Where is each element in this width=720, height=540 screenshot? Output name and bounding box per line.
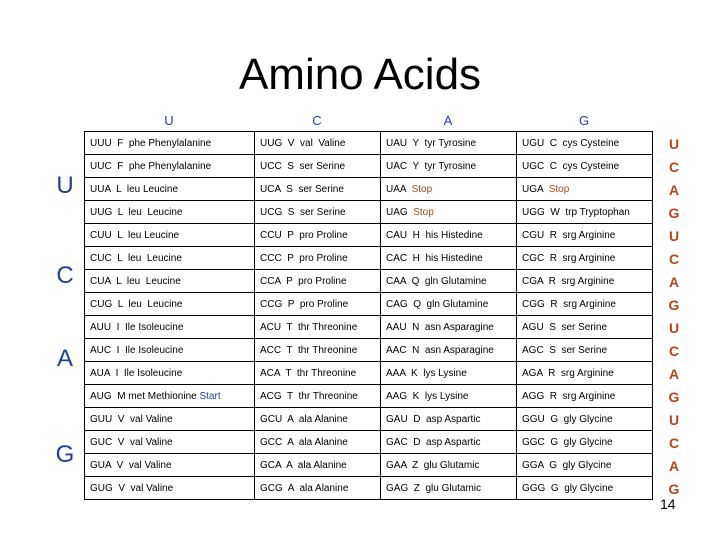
codon-cell: UUA L leu Leucine (85, 178, 255, 201)
stop-label: Stop (548, 183, 570, 195)
codon-cell: GAU D asp Aspartic (381, 408, 517, 431)
codon-cell: CUA L leu Leucine (85, 270, 255, 293)
third-base-label: U (668, 412, 680, 428)
codon-cell: GUU V val Valine (85, 408, 255, 431)
codon-cell: GGU G gly Glycine (517, 408, 653, 431)
codon-cell: GAC D asp Aspartic (381, 431, 517, 454)
codon-cell: AGA R srg Arginine (517, 362, 653, 385)
codon-cell: ACG T thr Threonine (255, 385, 381, 408)
codon-cell: UAG Stop (381, 201, 517, 224)
codon-cell: AAA K lys Lysine (381, 362, 517, 385)
codon-cell: GGA G gly Glycine (517, 454, 653, 477)
third-base-label: A (668, 458, 680, 474)
codon-cell: AUG M met Methionine Start (85, 385, 255, 408)
table-row (85, 385, 653, 408)
third-base-label: U (668, 320, 680, 336)
third-base-label: G (668, 205, 680, 221)
third-base-label: C (668, 251, 680, 267)
table-row (85, 477, 653, 500)
table-row (85, 270, 653, 293)
codon-cell: AGC S ser Serine (517, 339, 653, 362)
table-row (85, 362, 653, 385)
codon-cell: UUG L leu Leucine (85, 201, 255, 224)
third-base-label: G (668, 389, 680, 405)
first-base-label-g: G (55, 441, 75, 468)
codon-cell: CGG R srg Arginine (517, 293, 653, 316)
third-base-label: A (668, 274, 680, 290)
page-title: Amino Acids (238, 50, 482, 99)
third-base-label: U (668, 136, 680, 152)
codon-cell: UAA Stop (381, 178, 517, 201)
codon-cell: UCG S ser Serine (255, 201, 381, 224)
codon-cell: UCC S ser Serine (255, 155, 381, 178)
table-row (85, 132, 653, 155)
codon-cell: GGC G gly Glycine (517, 431, 653, 454)
codon-cell: GUC V val Valine (85, 431, 255, 454)
table-row (85, 316, 653, 339)
codon-cell: UGC C cys Cysteine (517, 155, 653, 178)
codon-cell: CGU R srg Arginine (517, 224, 653, 247)
codon-cell: CAU H his Histedine (381, 224, 517, 247)
codon-cell: CCA P pro Proline (255, 270, 381, 293)
codon-cell: AGU S ser Serine (517, 316, 653, 339)
codon-cell: CAG Q gln Glutamine (381, 293, 517, 316)
codon-cell: AUU I Ile Isoleucine (85, 316, 255, 339)
codon-cell: CCG P pro Proline (255, 293, 381, 316)
first-base-label-a: A (56, 345, 73, 372)
codon-cell: AAG K lys Lysine (381, 385, 517, 408)
codon-cell: UAC Y tyr Tyrosine (381, 155, 517, 178)
third-base-label: A (668, 366, 680, 382)
page-number: 14 (660, 496, 676, 512)
codon-cell: ACA T thr Threonine (255, 362, 381, 385)
codon-cell: CAA Q gln Glutamine (381, 270, 517, 293)
codon-cell: UUC F phe Phenylalanine (85, 155, 255, 178)
codon-cell: CCU P pro Proline (255, 224, 381, 247)
first-base-label-u: U (56, 172, 74, 199)
third-base-label: U (668, 228, 680, 244)
codon-cell: ACC T thr Threonine (255, 339, 381, 362)
codon-cell: AGG R srg Arginine (517, 385, 653, 408)
codon-cell: UCA S ser Serine (255, 178, 381, 201)
codon-cell: CGA R srg Arginine (517, 270, 653, 293)
third-base-label: G (668, 481, 680, 497)
codon-cell: GAA Z glu Glutamic (381, 454, 517, 477)
codon-cell: UUU F phe Phenylalanine (85, 132, 255, 155)
codon-cell: GAG Z glu Glutamic (381, 477, 517, 500)
third-base-label: A (668, 182, 680, 198)
stop-label: Stop (413, 206, 434, 218)
codon-cell: UGA Stop (517, 178, 653, 201)
codon-cell: ACU T thr Threonine (255, 316, 381, 339)
codon-cell: AAU N asn Asparagine (381, 316, 517, 339)
table-row (85, 247, 653, 270)
third-base-label: C (668, 159, 680, 175)
codon-cell: CUC L leu Leucine (85, 247, 255, 270)
codon-cell: CGC R srg Arginine (517, 247, 653, 270)
codon-cell: GCC A ala Alanine (255, 431, 381, 454)
table-row (85, 293, 653, 316)
table-row (85, 339, 653, 362)
codon-cell: CAC H his Histedine (381, 247, 517, 270)
third-base-label: G (668, 297, 680, 313)
first-base-label-c: C (56, 262, 74, 289)
table-row (85, 408, 653, 431)
codon-cell: AAC N asn Asparagine (381, 339, 517, 362)
codon-cell: AUA I Ile Isoleucine (85, 362, 255, 385)
codon-cell: CUG L leu Leucine (85, 293, 255, 316)
codon-cell: GCA A ala Alanine (255, 454, 381, 477)
codon-cell: UGU C cys Cysteine (517, 132, 653, 155)
codon-table (84, 131, 653, 500)
codon-cell: GUG V val Valine (85, 477, 255, 500)
codon-cell: UUG V val Valine (255, 132, 381, 155)
codon-table-body (85, 132, 653, 500)
table-row (85, 201, 653, 224)
start-label: Start (199, 390, 221, 402)
table-row (85, 431, 653, 454)
codon-cell: GUA V val Valine (85, 454, 255, 477)
codon-cell: GCG A ala Alanine (255, 477, 381, 500)
table-row (85, 178, 653, 201)
table-row (85, 155, 653, 178)
stop-label: Stop (411, 183, 433, 195)
second-base-header-g: G (578, 113, 590, 128)
third-base-label: C (668, 435, 680, 451)
codon-cell: GCU A ala Alanine (255, 408, 381, 431)
table-row (85, 454, 653, 477)
second-base-header-u: U (164, 113, 174, 128)
codon-cell: AUC I Ile Isoleucine (85, 339, 255, 362)
codon-cell: UAU Y tyr Tyrosine (381, 132, 517, 155)
codon-cell: CUU L leu Leucine (85, 224, 255, 247)
second-base-header-a: A (443, 113, 453, 128)
codon-cell: GGG G gly Glycine (517, 477, 653, 500)
third-base-label: C (668, 343, 680, 359)
codon-cell: UGG W trp Tryptophan (517, 201, 653, 224)
codon-cell: CCC P pro Proline (255, 247, 381, 270)
table-row (85, 224, 653, 247)
second-base-header-c: C (312, 113, 322, 128)
